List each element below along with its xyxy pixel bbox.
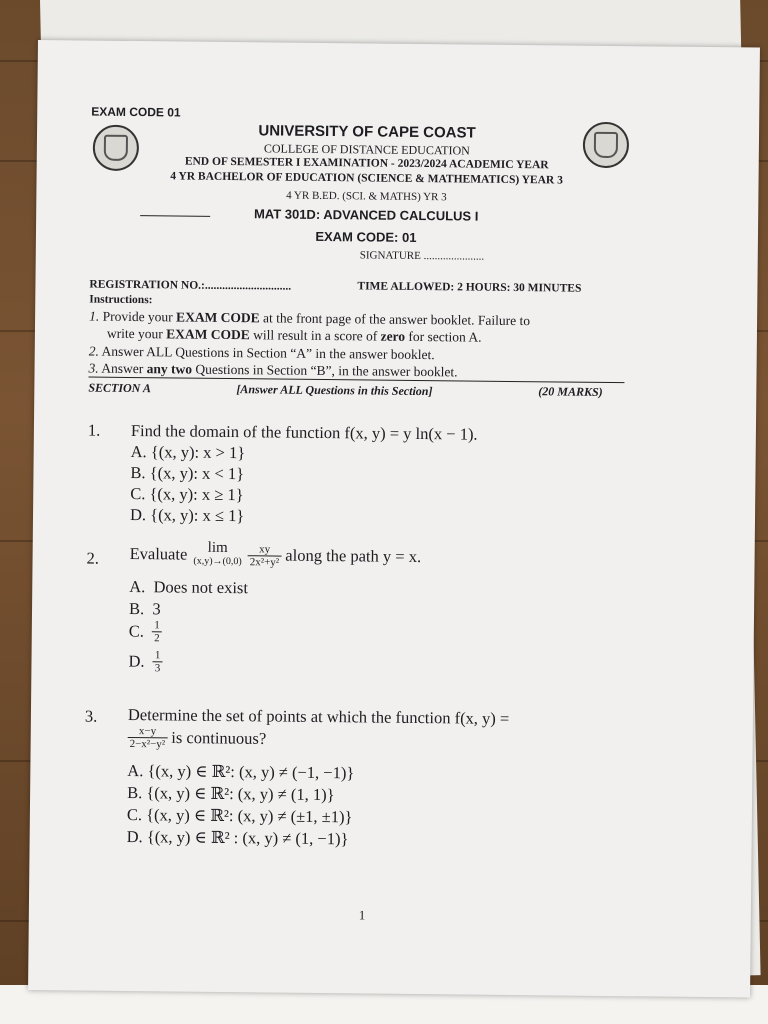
- question-2-option-a: A. Does not exist: [129, 576, 249, 598]
- question-1-option-b: B. {(x, y): x < 1}: [130, 462, 245, 484]
- programme: 4 YR BACHELOR OF EDUCATION (SCIENCE & MATHEMATICS) YEAR 3: [170, 170, 563, 187]
- exam-title: END OF SEMESTER I EXAMINATION - 2023/2024 ACADEMIC YEAR: [184, 155, 549, 172]
- section-note: [Answer ALL Questions in this Section]: [236, 382, 433, 399]
- instructions-title: Instructions:: [89, 293, 153, 307]
- university-name: UNIVERSITY OF CAPE COAST: [258, 122, 476, 142]
- question-3-option-d: D. {(x, y) ∈ ℝ² : (x, y) ≠ (1, −1)}: [126, 826, 349, 849]
- question-1-text: Find the domain of the function f(x, y) = y ln(x − 1).: [130, 420, 478, 444]
- question-2-option-b: B. 3: [128, 598, 161, 619]
- instruction-2: 2. Answer ALL Questions in Section “A” in the answer booklet.: [88, 343, 435, 363]
- question-1-option-d: D. {(x, y): x ≤ 1}: [129, 504, 245, 526]
- question-1-option-c: C. {(x, y): x ≥ 1}: [130, 483, 244, 505]
- question-2-text: Evaluate lim (x,y)→(0,0) $\frac{xy}{\text{2x²+y²}}$ along the path y = x.: [129, 539, 422, 569]
- instruction-1: 1. Provide your EXAM CODE at the front page of the answer booklet. Failure to: [89, 308, 531, 329]
- exam-paper: [28, 40, 760, 998]
- time-allowed: TIME ALLOWED: 2 HOURS: 30 MINUTES: [357, 280, 582, 295]
- limit-fraction: $\frac{xy}{\text{2x²+y²}}$: [248, 543, 282, 568]
- page-number: 1: [358, 907, 366, 923]
- section-name: SECTION A: [88, 380, 152, 396]
- exam-code-top: EXAM CODE 01: [91, 104, 181, 120]
- registration-field: REGISTRATION NO.:..............................: [89, 278, 292, 293]
- question-1-option-a: A. {(x, y): x > 1}: [130, 441, 246, 463]
- programme-short: 4 YR B.ED. (SCI. & MATHS) YR 3: [286, 189, 447, 204]
- college-name: COLLEGE OF DISTANCE EDUCATION: [263, 141, 470, 158]
- question-3-text: Determine the set of points at which the function f(x, y) =: [127, 704, 510, 728]
- limit-expression: lim (x,y)→(0,0): [193, 539, 242, 568]
- section-marks: (20 MARKS): [538, 384, 603, 399]
- question-3-option-c: C. {(x, y) ∈ ℝ²: (x, y) ≠ (±1, ±1)}: [126, 804, 353, 827]
- signature-field: SIGNATURE ......................: [359, 249, 485, 263]
- exam-code: EXAM CODE: 01: [315, 228, 417, 245]
- question-2-option-d: D. $\frac{1}{3}$: [128, 649, 161, 675]
- question-3-option-a: A. {(x, y) ∈ ℝ²: (x, y) ≠ (−1, −1)}: [127, 760, 355, 783]
- question-2-option-c: C. $\frac{1}{2}$: [128, 619, 160, 645]
- question-3-text-continued: $\frac{x-y}{\text{2−x²−y²}}$ is continuous?: [129, 725, 267, 751]
- question-3-option-b: B. {(x, y) ∈ ℝ²: (x, y) ≠ (1, 1)}: [127, 782, 335, 805]
- question-1-number: 1.: [87, 420, 101, 440]
- question-3-number: 3.: [84, 706, 98, 726]
- instruction-3: 3. Answer any two Questions in Section “B”, in the answer booklet.: [88, 360, 458, 380]
- course-title: MAT 301D: ADVANCED CALCULUS I: [253, 206, 479, 224]
- question-2-number: 2.: [86, 548, 100, 568]
- instruction-1-continued: write your EXAM CODE will result in a score of zero for section A.: [106, 325, 482, 345]
